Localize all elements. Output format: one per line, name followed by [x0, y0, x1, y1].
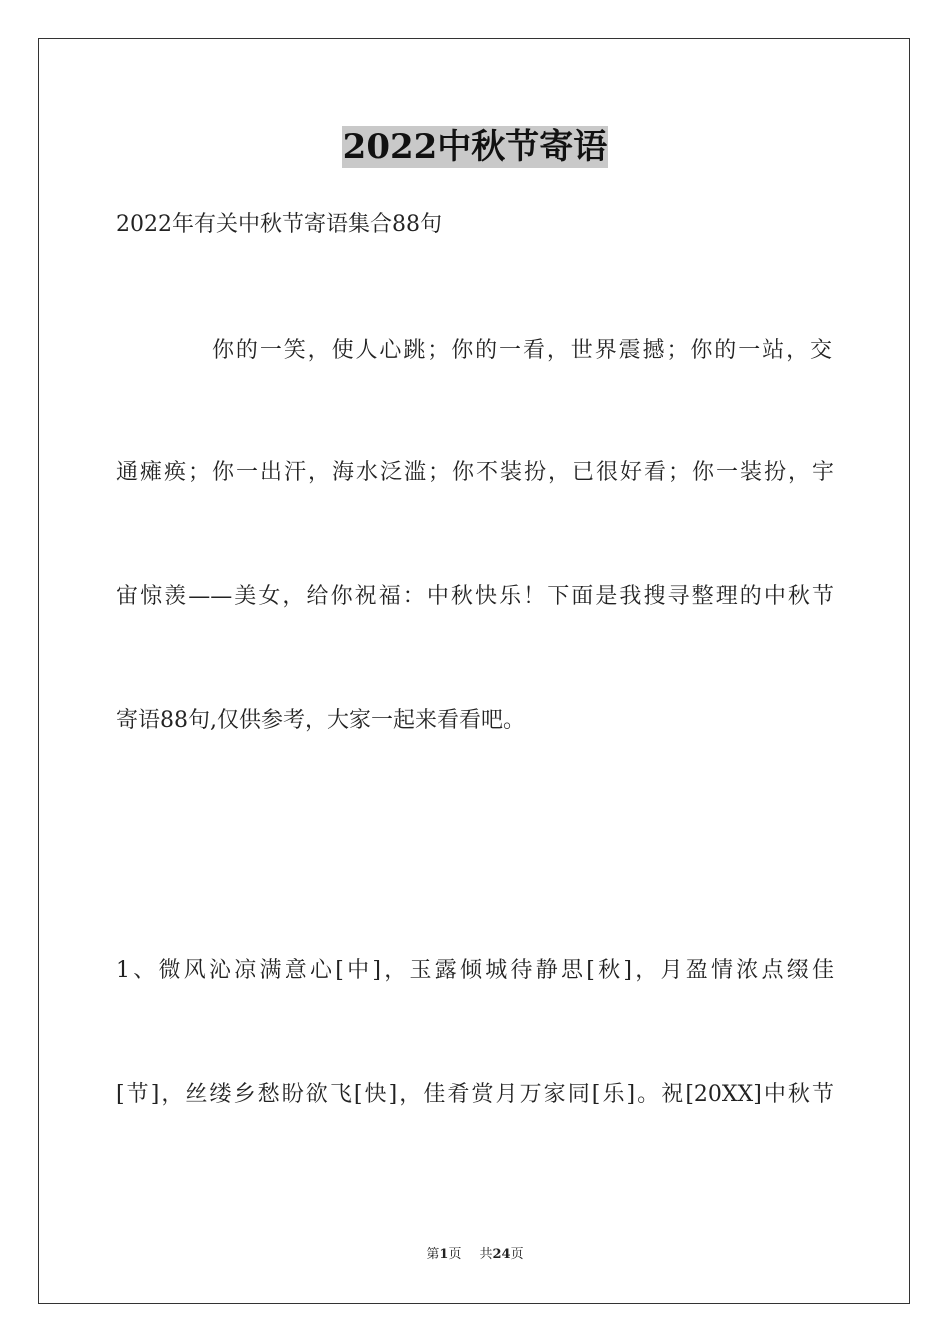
page-footer — [0, 1246, 950, 1264]
total-prefix: 共 — [479, 1247, 493, 1262]
item-1-line-2: [节]，丝缕乡愁盼欲飞[快]，佳肴赏月万家同[乐]。祝[20XX]中秋节 — [116, 1082, 834, 1107]
page-suffix: 页 — [448, 1247, 462, 1262]
total-suffix: 页 — [510, 1247, 524, 1262]
item-1-line-1: 1、微风沁凉满意心[中]，玉露倾城待静思[秋]，月盈情浓点缀佳 — [116, 958, 834, 983]
page-current-number: 1 — [439, 1247, 449, 1262]
title-container — [0, 126, 950, 168]
document-title: 2022中秋节寄语 — [342, 127, 608, 167]
document-subtitle: 2022年有关中秋节寄语集合88句 — [116, 212, 442, 237]
intro-line-3: 宙惊羡——美女，给你祝福：中秋快乐！下面是我搜寻整理的中秋节 — [116, 584, 834, 609]
intro-line-2: 通瘫痪；你一出汗，海水泛滥；你不装扮，已很好看；你一装扮，宇 — [116, 460, 834, 485]
intro-line-4: 寄语88句,仅供参考，大家一起来看看吧。 — [116, 708, 525, 733]
page-prefix: 第 — [426, 1247, 440, 1262]
intro-line-1: 你的一笑，使人心跳；你的一看，世界震撼；你的一站，交 — [212, 338, 832, 363]
page-total-number: 24 — [492, 1247, 511, 1262]
